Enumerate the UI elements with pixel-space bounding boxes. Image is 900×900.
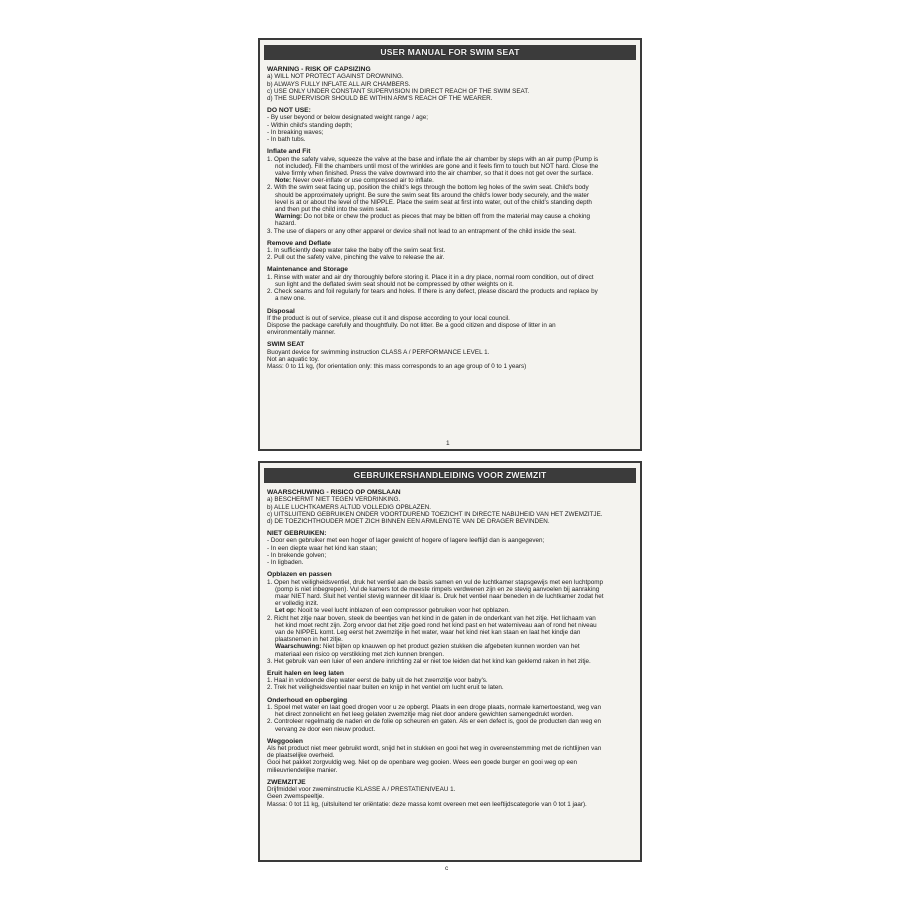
text-line: - In bath tubs.	[267, 136, 306, 144]
section-heading: Eruit halen en leeg laten	[267, 669, 344, 677]
section-heading: Opblazen en passen	[267, 571, 332, 579]
manual-section	[267, 571, 633, 665]
text-line: - In breaking waves;	[267, 128, 324, 136]
emphasis-label: Waarschuwing:	[275, 643, 322, 651]
text-line: d) DE TOEZICHTHOUDER MOET ZICH BINNEN EEN ARMLENGTE VAN DE DRAGER BEVINDEN.	[267, 517, 550, 525]
text-line: 1. Open the safety valve, squeeze the valve at the base and inflate the air chamber by steps with an air pump (Pump is	[267, 155, 599, 163]
manual-section	[267, 266, 633, 302]
text-line: level is at or about the level of the NIPPLE. Place the swim seat at first into water, out of the child's standing depth	[275, 198, 592, 206]
section-list	[267, 66, 633, 370]
text-line: 1. Spoel met water en laat goed drogen voor u ze opbergt. Plaats in een droge plaats, normale kamertoestand, weg van	[267, 703, 601, 711]
text-line: 2. Pull out the safety valve, pinching the valve to release the air.	[267, 254, 445, 262]
manual-section	[267, 107, 633, 143]
text-line: er volledig inzit.	[275, 600, 319, 608]
manual-section	[267, 738, 633, 774]
text-line: environmentally manner.	[267, 329, 336, 337]
text-line: a) BESCHERMT NIET TEGEN VERDRINKING.	[267, 496, 401, 504]
text-line: het kind moet recht zijn. Zorg ervoor dat het zitje goed rond het kind past en het waterniveau aan of rond het niveau	[275, 621, 597, 629]
text-line: sun light and the deflated swim seat should not be compressed by other weights on it.	[275, 280, 514, 288]
manual-section	[267, 148, 633, 235]
section-heading: WARNING - RISK OF CAPSIZING	[267, 66, 371, 73]
text-line: milieuvriendelijke manier.	[267, 766, 338, 774]
text-line: 1. Haal in voldoende diep water eerst de baby uit de het zwemzitje voor baby's.	[267, 677, 488, 685]
text-line: Geen zwemspeeltje.	[267, 793, 325, 801]
section-heading: Inflate and Fit	[267, 148, 311, 156]
text-line: Waarschuwing: Niet bijten op knauwen op het product gezien stukken die afgebeten kunnen worden van het	[275, 643, 580, 651]
manual-page-english	[258, 38, 642, 451]
page-number: 1	[446, 440, 450, 447]
manual-section	[267, 489, 633, 525]
section-heading: ZWEMZITJE	[267, 778, 306, 786]
text-line: (pomp is niet inbegrepen). Vul de kamers tot de meeste rimpels verdwenen zijn en ze stevig aanvoelen bij aanraking	[275, 585, 600, 593]
manual-section	[267, 697, 633, 733]
manual-section	[267, 240, 633, 262]
page-title: USER MANUAL FOR SWIM SEAT	[264, 45, 636, 60]
text-line: Warning: Do not bite or chew the product as pieces that may be bitten off from the material may cause a choking	[275, 213, 591, 221]
text-line: valve firmly when finished. Press the valve downward into the air chamber, so that it does not get over the surface.	[275, 169, 594, 177]
text-line: If the product is out of service, please cut it and dispose according to your local council.	[267, 314, 510, 322]
text-line: 2. Trek het veiligheidsventiel naar buiten en knijp in het ventiel om lucht eruit te laten.	[267, 684, 504, 692]
text-line: should be approximately upright. Be sure the swim seat fits around the child's lower body securely, and the water	[275, 191, 589, 199]
text-line: maar NIET hard. Sluit het ventiel stevig wanneer dit klaar is. Druk het ventiel naar beneden in de luchtkamer zodat het	[275, 592, 604, 600]
text-line: and then put the child into the swim seat.	[275, 205, 390, 213]
manual-section	[267, 341, 633, 370]
page-number: c	[445, 865, 449, 872]
text-line: Let op: Nooit te veel lucht inblazen of een compressor gebruiken voor het opblazen.	[275, 607, 510, 615]
text-line: Not an aquatic toy.	[267, 355, 320, 363]
text-line: 1. In sufficiently deep water take the baby off the swim seat first.	[267, 247, 446, 255]
text-line: Massa: 0 tot 11 kg, (uitsluitend ter oriëntatie: deze massa komt overeen met een leeftijdscategorie van 0 tot 1 jaar).	[267, 800, 587, 808]
section-heading: SWIM SEAT	[267, 341, 305, 349]
text-line: 3. The use of diapers or any other apparel or device shall not lead to an entrapment of the child inside the seat.	[267, 227, 576, 235]
text-line: b) ALLE LUCHTKAMERS ALTIJD VOLLEDIG OPBLAZEN.	[267, 503, 432, 511]
emphasis-label: Let op:	[275, 607, 296, 615]
text-line: - Within child's standing depth;	[267, 121, 353, 129]
text-line: b) ALWAYS FULLY INFLATE ALL AIR CHAMBERS.	[267, 80, 411, 88]
manual-page-dutch	[258, 461, 642, 862]
text-line: de plaatselijke overheid.	[267, 752, 335, 760]
section-list	[267, 489, 633, 808]
text-line: Buoyant device for swimming instruction CLASS A / PERFORMANCE LEVEL 1.	[267, 348, 490, 356]
text-line: d) THE SUPERVISOR SHOULD BE WITHIN ARM'S REACH OF THE WEARER.	[267, 94, 493, 102]
text-line: a) WILL NOT PROTECT AGAINST DROWNING.	[267, 73, 404, 81]
text-line: - By user beyond or below designated weight range / age;	[267, 114, 429, 122]
text-line: Gooi het pakket zorgvuldig weg. Niet op de openbare weg gooien. Wees een goede burger en gooi weg op een	[267, 759, 578, 767]
emphasis-label: Note:	[275, 177, 292, 185]
text-line: 2. Richt het zitje naar boven, steek de beentjes van het kind in de gaten in de onderkant van het zitje. Het lichaam van	[267, 614, 596, 622]
text-line: vervang ze door een nieuw product.	[275, 725, 376, 733]
text-line: 3. Het gebruik van een luier of een andere inrichting zal er niet toe leiden dat het kind kan geklemd raken in het zitje.	[267, 657, 591, 665]
text-line: c) UITSLUITEND GEBRUIKEN ONDER VOORTDUREND TOEZICHT IN DIRECTE NABIJHEID VAN HET ZWEMZITJE.	[267, 510, 603, 518]
text-line: Note: Never over-inflate or use compressed air to inflate.	[275, 177, 434, 185]
section-heading: DO NOT USE:	[267, 107, 311, 115]
page-title: GEBRUIKERSHANDLEIDING VOOR ZWEMZIT	[264, 468, 636, 483]
text-line: a new one.	[275, 295, 306, 303]
text-line: van de NIPPEL komt. Leg eerst het zwemzitje in het water, waar het kind niet kan staan en laat het kindje dan	[275, 628, 581, 636]
section-heading: Maintenance and Storage	[267, 266, 349, 274]
emphasis-label: Warning:	[275, 213, 303, 221]
section-heading: Weggooien	[267, 737, 303, 745]
text-line: Drijfmiddel voor zweminstructie KLASSE A / PRESTATIENIVEAU 1.	[267, 786, 456, 794]
manual-section	[267, 308, 633, 337]
section-heading: Remove and Deflate	[267, 239, 331, 247]
text-line: c) USE ONLY UNDER CONSTANT SUPERVISION IN DIRECT REACH OF THE SWIM SEAT.	[267, 87, 530, 95]
text-line: - Door een gebruiker met een hoger of lager gewicht of hogere of lagere leeftijd dan is aangegeven;	[267, 537, 545, 545]
text-line: 2. Check seams and foil regularly for tears and holes. If there is any defect, please discard the products and replace by	[267, 288, 598, 296]
text-line: materiaal een risico op verstikking met zich kunnen brengen.	[275, 650, 445, 658]
text-line: 2. Controleer regelmatig de naden en de folie op scheuren en gaten. Als er een defect is, gooi de producten dan weg en	[267, 718, 601, 726]
section-heading: WAARSCHUWING - RISICO OP OMSLAAN	[267, 489, 401, 496]
text-line: hazard.	[275, 220, 297, 228]
text-line: - In ligbaden.	[267, 559, 304, 567]
text-line: Dispose the package carefully and thoughtfully. Do not litter. Be a good citizen and dispose of litter in an	[267, 322, 556, 330]
manual-section	[267, 779, 633, 808]
text-line: Mass: 0 to 11 kg, (for orientation only: this mass corresponds to an age group of 0 to 1 years)	[267, 363, 527, 371]
text-line: 2. With the swim seat facing up, position the child's legs through the bottom leg holes of the swim seat. Child's body	[267, 184, 589, 192]
text-line: - In brekende golven;	[267, 551, 327, 559]
section-heading: Disposal	[267, 307, 295, 315]
manual-section	[267, 530, 633, 566]
manual-section	[267, 670, 633, 692]
text-line: Als het product niet meer gebruikt wordt, snijd het in stukken en gooi het weg in overeenstemming met de richtlijnen van	[267, 745, 602, 753]
manual-section	[267, 66, 633, 102]
section-heading: NIET GEBRUIKEN:	[267, 530, 327, 538]
text-line: - In een diepte waar het kind kan staan;	[267, 544, 378, 552]
text-line: plaatsnemen in het zitje.	[275, 636, 343, 644]
text-line: 1. Rinse with water and air dry thoroughly before storing it. Place it in a dry place, normal room condition, out of direct	[267, 273, 594, 281]
text-line: 1. Open het veiligheidsventiel, druk het ventiel aan de basis samen en vul de luchtkamer stapsgewijs met een luchtpomp	[267, 578, 604, 586]
text-line: het direct zonnelicht en het leeg gelaten zwemzitje mag niet door andere gewichten samengedrukt worden.	[275, 711, 574, 719]
text-line: not included). Fill the chambers until most of the wrinkles are gone and it feels firm to touch but NOT hard. Close the	[275, 162, 599, 170]
section-heading: Onderhoud en opberging	[267, 696, 348, 704]
